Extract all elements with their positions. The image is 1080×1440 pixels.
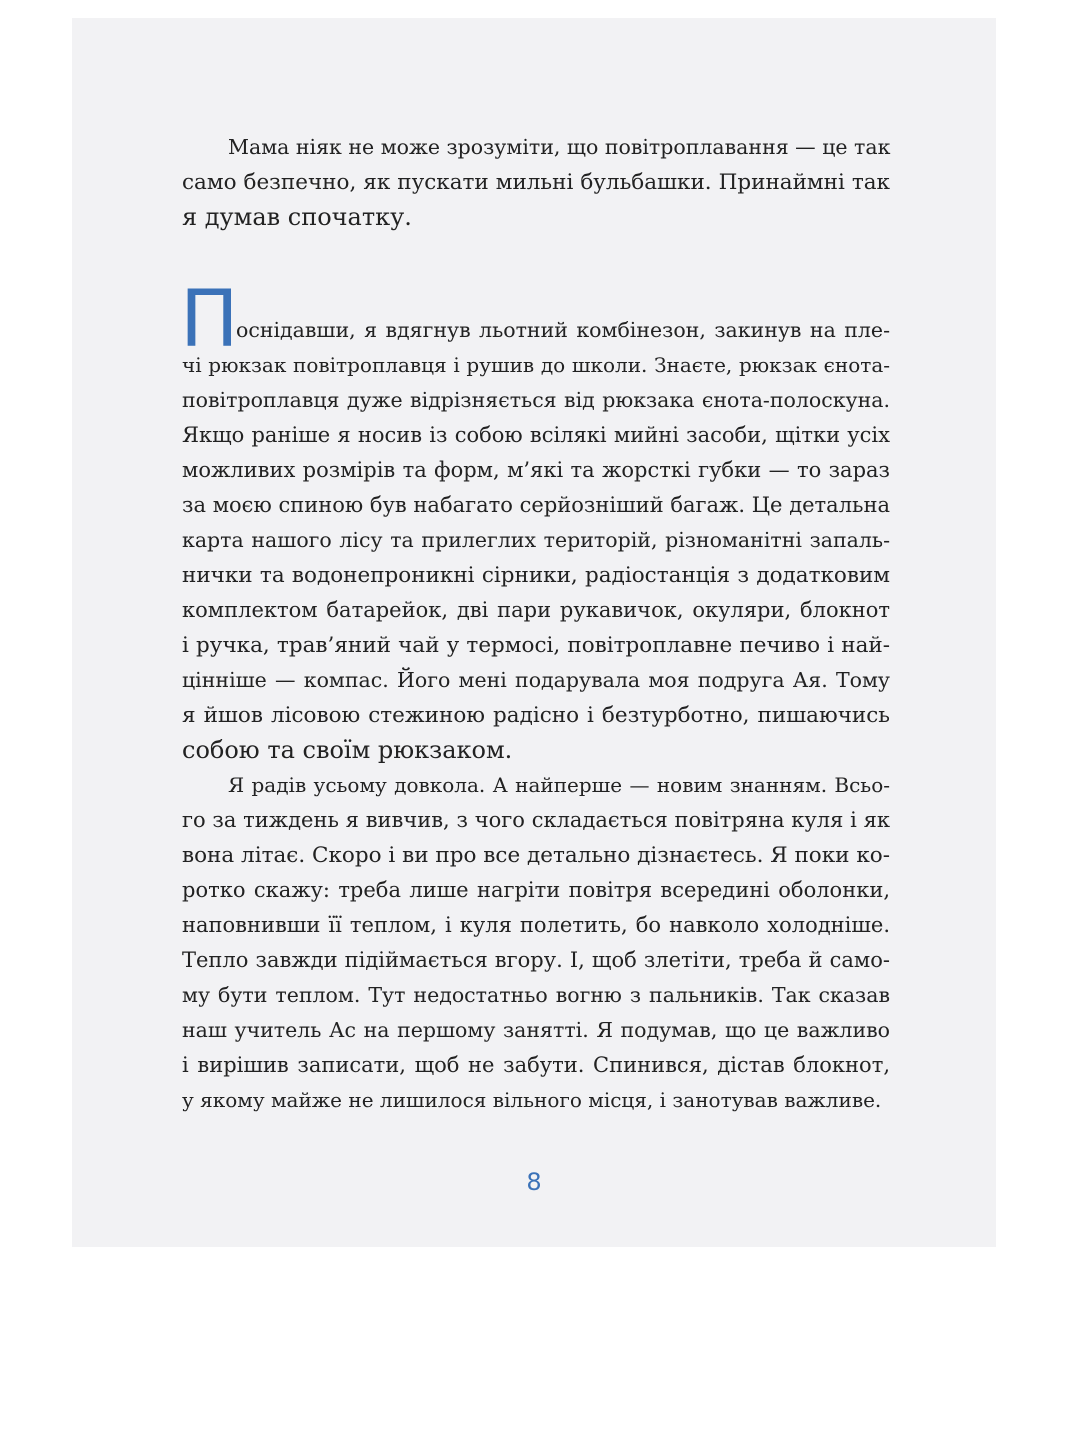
text-line: у якому майже не лишилося вільного місця, і занотував важливе. xyxy=(182,1088,882,1112)
text-line: Якщо раніше я носив із собою всілякі мийні засоби, щітки усіх xyxy=(182,423,890,447)
page-number: 8 xyxy=(526,1168,542,1196)
text-line: ротко скажу: треба лише нагріти повітря всередині оболонки, xyxy=(182,878,890,902)
text-line: чі рюкзак повітроплавця і рушив до школи. Знаєте, рюкзак єнота- xyxy=(182,353,890,377)
paragraph-main xyxy=(180,275,890,1118)
text-line: наповнивши її теплом, і куля полетить, бо навколо холодніше. xyxy=(182,913,890,937)
text-line: карта нашого лісу та прилеглих територій, різноманітні запаль- xyxy=(182,528,890,552)
book-page xyxy=(72,18,996,1247)
text-line: собою та своїм рюкзаком. xyxy=(182,736,513,764)
text-line: і вирішив записати, щоб не забути. Спинився, дістав блокнот, xyxy=(182,1053,890,1077)
text-line: нички та водонепроникні сірники, радіостанція з додатковим xyxy=(182,563,890,588)
text-line: вона літає. Скоро і ви про все детально дізнаєтесь. Я поки ко- xyxy=(182,843,890,868)
text-line: я йшов лісовою стежиною радісно і безтурботно, пишаючись xyxy=(182,703,890,728)
text-line: можливих розмірів та форм, м’які та жорсткі губки — то зараз xyxy=(182,458,890,482)
text-line: повітроплавця дуже відрізняється від рюкзака єнота-полоскуна. xyxy=(182,388,890,412)
text-line: Мама ніяк не може зрозуміти, що повітроплавання — це так xyxy=(228,135,891,159)
text-line: цінніше — компас. Його мені подарувала моя подруга Ая. Тому xyxy=(182,668,890,692)
text-line: Я радів усьому довкола. А найперше — новим знанням. Всьо- xyxy=(228,773,890,797)
text-line: оснідавши, я вдягнув льотний комбінезон, закинув на пле- xyxy=(236,318,890,342)
text-line: я думав спочатку. xyxy=(182,203,412,231)
text-line: Тепло завжди підіймається вгору. І, щоб злетіти, треба й само- xyxy=(182,948,890,972)
text-line: наш учитель Ас на першому занятті. Я подумав, що це важливо xyxy=(182,1018,890,1042)
text-line: само безпечно, як пускати мильні бульбашки. Принаймні так xyxy=(182,170,890,195)
text-line: комплектом батарейок, дві пари рукавичок, окуляри, блокнот xyxy=(182,598,890,622)
paragraph-intro xyxy=(182,130,890,235)
text-line: го за тиждень я вивчив, з чого складається повітряна куля і як xyxy=(182,808,890,832)
text-line: за моєю спиною був набагато серйозніший багаж. Це детальна xyxy=(182,493,890,517)
text-line: і ручка, трав’яний чай у термосі, повітроплавне печиво і най- xyxy=(182,633,890,658)
drop-cap-letter: П xyxy=(180,275,239,365)
text-line: му бути теплом. Тут недостатньо вогню з пальників. Так сказав xyxy=(182,983,890,1007)
